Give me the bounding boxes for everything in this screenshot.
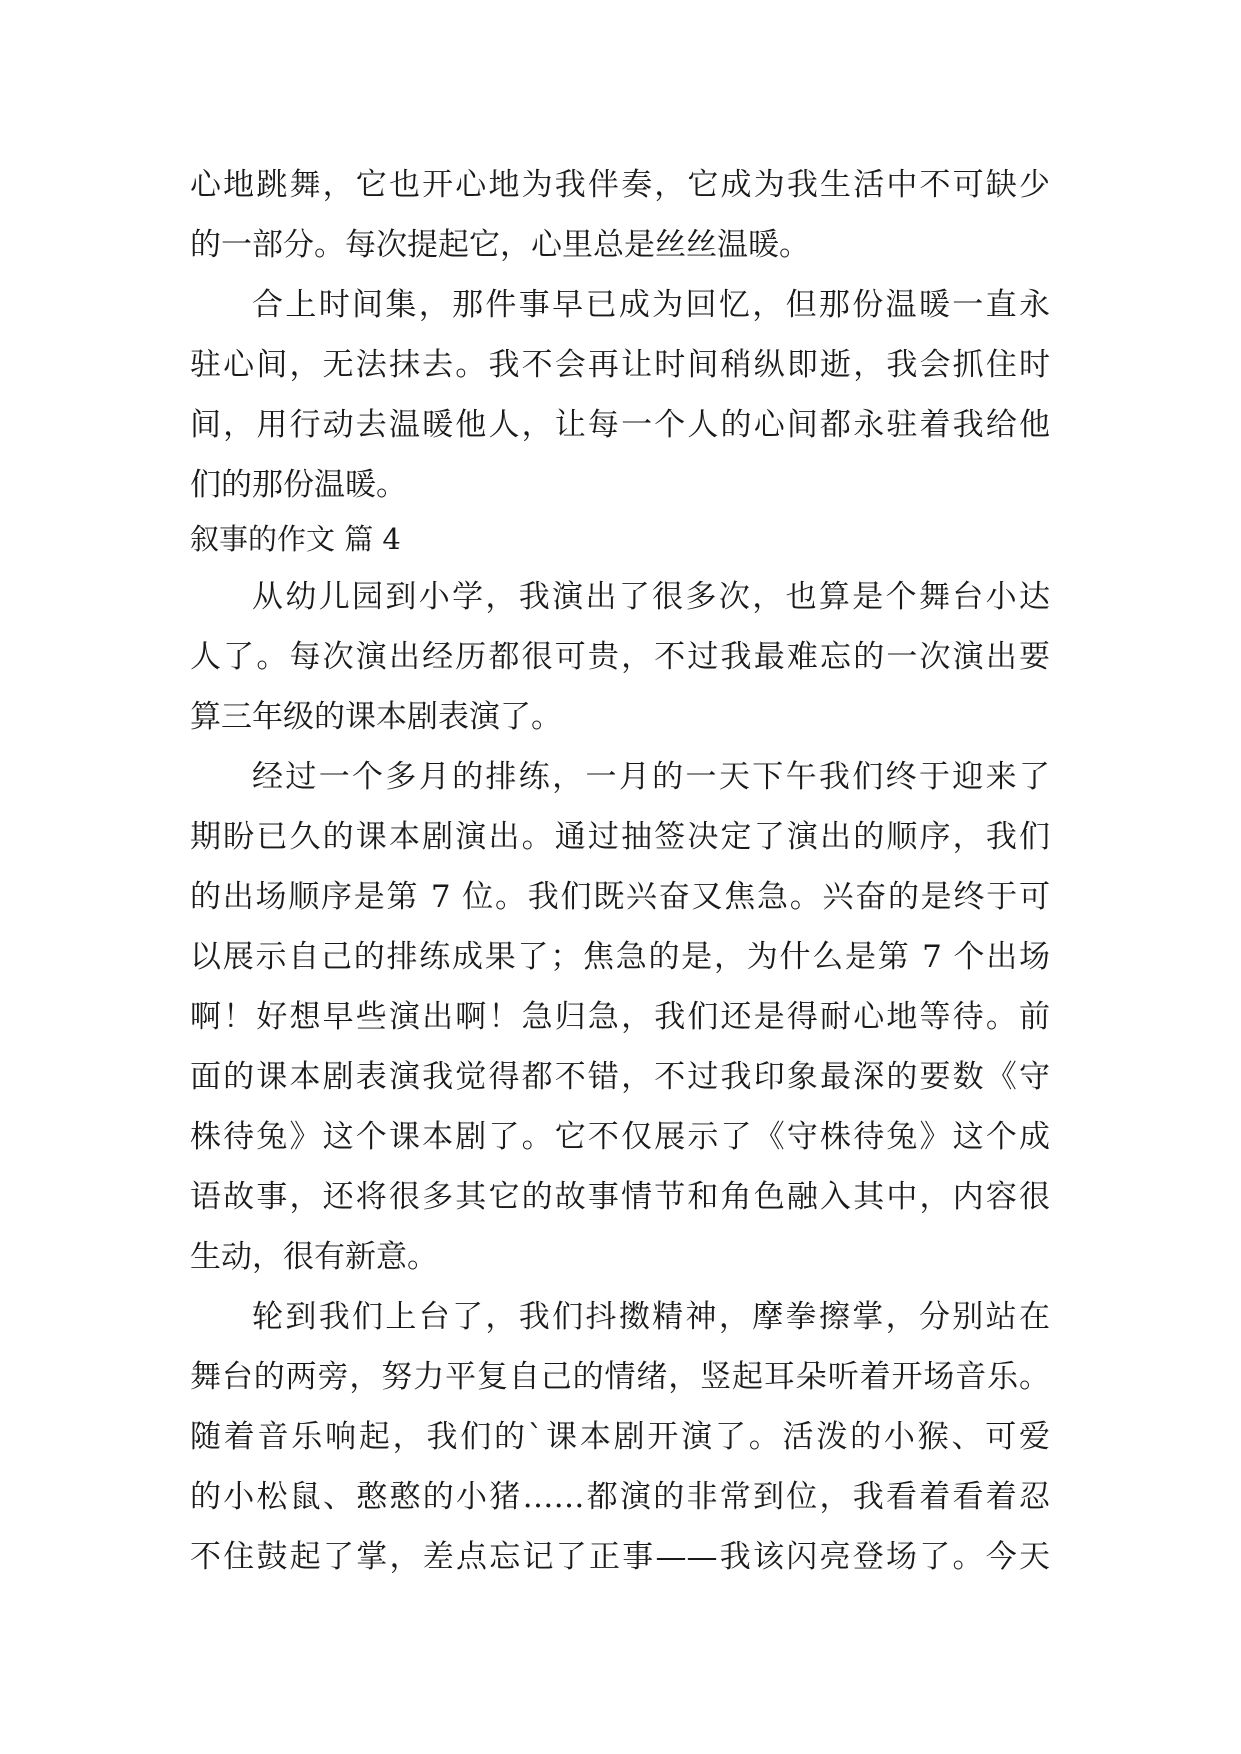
paragraph-line: 从幼儿园到小学，我演出了很多次，也算是个舞台小达 <box>252 579 1050 615</box>
paragraph-line: 轮到我们上台了，我们抖擞精神，摩拳擦掌，分别站在 <box>252 1299 1050 1335</box>
paragraph-line: 人了。每次演出经历都很可贵，不过我最难忘的一次演出要 <box>190 639 1050 675</box>
paragraph-line: 的小松鼠、憨憨的小猪……都演的非常到位，我看着看着忍 <box>190 1479 1050 1515</box>
paragraph-line: 以展示自己的排练成果了；焦急的是，为什么是第 7 个出场 <box>190 939 1050 975</box>
paragraph-line: 经过一个多月的排练，一月的一天下午我们终于迎来了 <box>252 759 1050 795</box>
paragraph-line: 面的课本剧表演我觉得都不错，不过我印象最深的要数《守 <box>190 1059 1050 1095</box>
paragraph-line: 生动，很有新意。 <box>190 1239 438 1275</box>
paragraph-line: 的出场顺序是第 7 位。我们既兴奋又焦急。兴奋的是终于可 <box>190 879 1050 915</box>
paragraph-line: 合上时间集，那件事早已成为回忆，但那份温暖一直永 <box>252 287 1050 323</box>
paragraph-line: 心地跳舞，它也开心地为我伴奏，它成为我生活中不可缺少 <box>190 167 1050 203</box>
paragraph-line: 的一部分。每次提起它，心里总是丝丝温暖。 <box>190 227 810 263</box>
paragraph-line: 语故事，还将很多其它的故事情节和角色融入其中，内容很 <box>190 1179 1050 1215</box>
section-heading: 叙事的作文 篇 4 <box>190 522 401 556</box>
paragraph-line: 舞台的两旁，努力平复自己的情绪，竖起耳朵听着开场音乐。 <box>190 1359 1050 1395</box>
paragraph-line: 驻心间，无法抹去。我不会再让时间稍纵即逝，我会抓住时 <box>190 347 1050 383</box>
paragraph-line: 不住鼓起了掌，差点忘记了正事——我该闪亮登场了。今天 <box>190 1539 1050 1575</box>
paragraph-line: 们的那份温暖。 <box>190 467 407 503</box>
paragraph-line: 算三年级的课本剧表演了。 <box>190 699 562 735</box>
paragraph-line: 间，用行动去温暖他人，让每一个人的心间都永驻着我给他 <box>190 407 1050 443</box>
paragraph-line: 啊！好想早些演出啊！急归急，我们还是得耐心地等待。前 <box>190 999 1050 1035</box>
paragraph-line: 株待兔》这个课本剧了。它不仅展示了《守株待兔》这个成 <box>190 1119 1050 1155</box>
paragraph-line: 期盼已久的课本剧演出。通过抽签决定了演出的顺序，我们 <box>190 819 1050 855</box>
paragraph-line: 随着音乐响起，我们的`课本剧开演了。活泼的小猴、可爱 <box>190 1419 1050 1455</box>
